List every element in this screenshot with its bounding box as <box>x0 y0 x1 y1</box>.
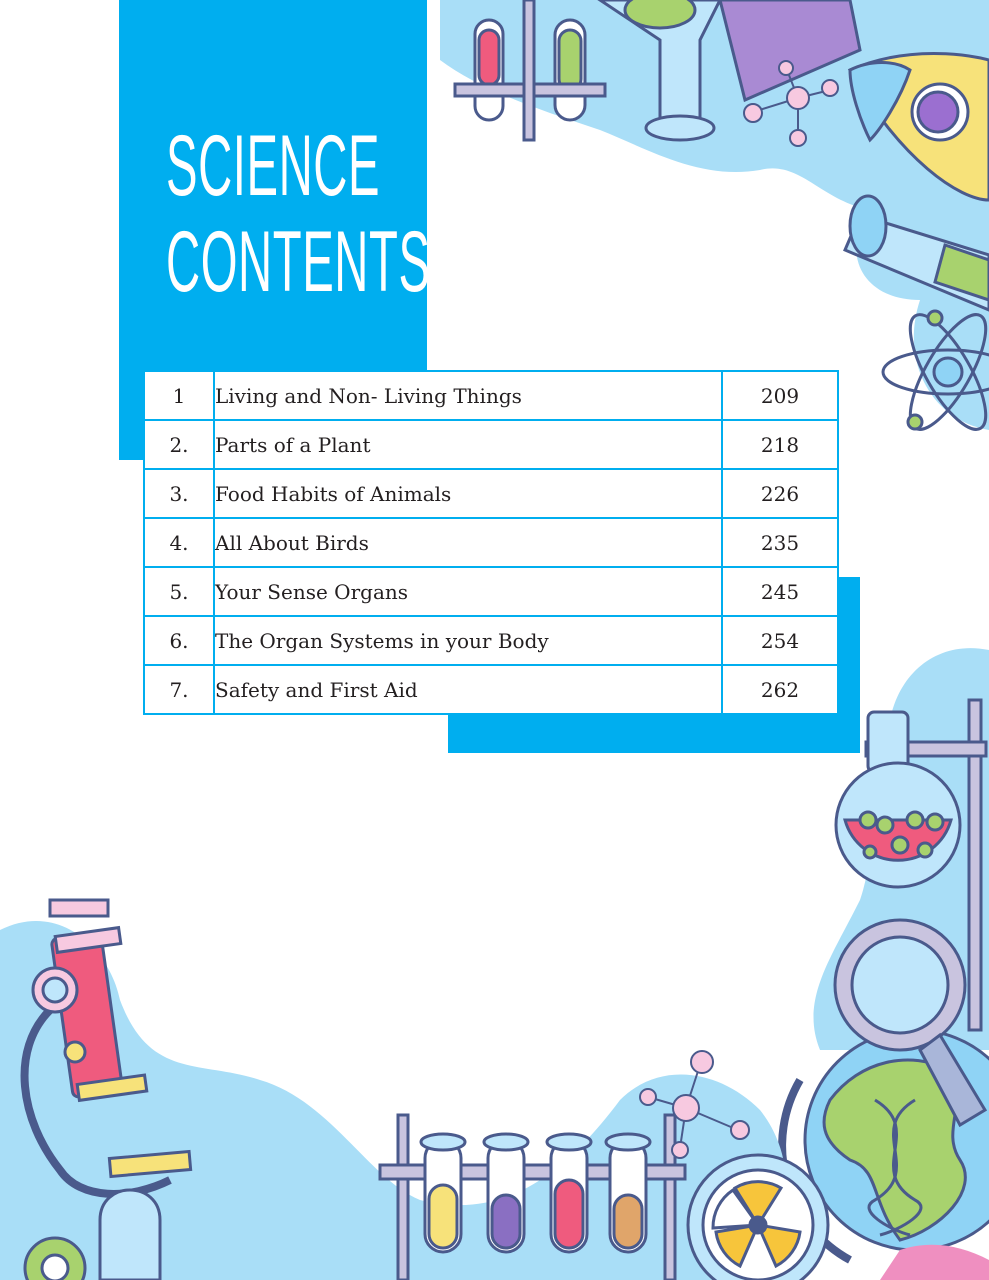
chapter-number: 5. <box>144 567 214 616</box>
chapter-number: 2. <box>144 420 214 469</box>
table-row <box>144 616 838 665</box>
page-number: 245 <box>722 567 838 616</box>
chapter-number: 7. <box>144 665 214 714</box>
chapter-title: Food Habits of Animals <box>214 469 722 518</box>
page-number: 209 <box>722 371 838 420</box>
title-line-2: CONTENTS <box>166 213 431 310</box>
chapter-number: 1 <box>144 371 214 420</box>
chapter-title: Your Sense Organs <box>214 567 722 616</box>
table-row <box>144 420 838 469</box>
page-number: 218 <box>722 420 838 469</box>
contents-table <box>143 370 839 715</box>
table-row <box>144 665 838 714</box>
page-number: 235 <box>722 518 838 567</box>
table-row <box>144 371 838 420</box>
page-number: 262 <box>722 665 838 714</box>
chapter-title: All About Birds <box>214 518 722 567</box>
title-line-1: SCIENCE <box>166 117 381 214</box>
chapter-title: Safety and First Aid <box>214 665 722 714</box>
page-number: 226 <box>722 469 838 518</box>
chapter-number: 4. <box>144 518 214 567</box>
bottom-right-shape <box>880 1245 989 1280</box>
page-title <box>166 118 431 310</box>
chapter-title: The Organ Systems in your Body <box>214 616 722 665</box>
chapter-title: Parts of a Plant <box>214 420 722 469</box>
radiation-icon <box>688 1155 828 1280</box>
chapter-number: 3. <box>144 469 214 518</box>
table-row <box>144 518 838 567</box>
page-number: 254 <box>722 616 838 665</box>
chapter-number: 6. <box>144 616 214 665</box>
table-row <box>144 567 838 616</box>
table-row <box>144 469 838 518</box>
chapter-title: Living and Non- Living Things <box>214 371 722 420</box>
